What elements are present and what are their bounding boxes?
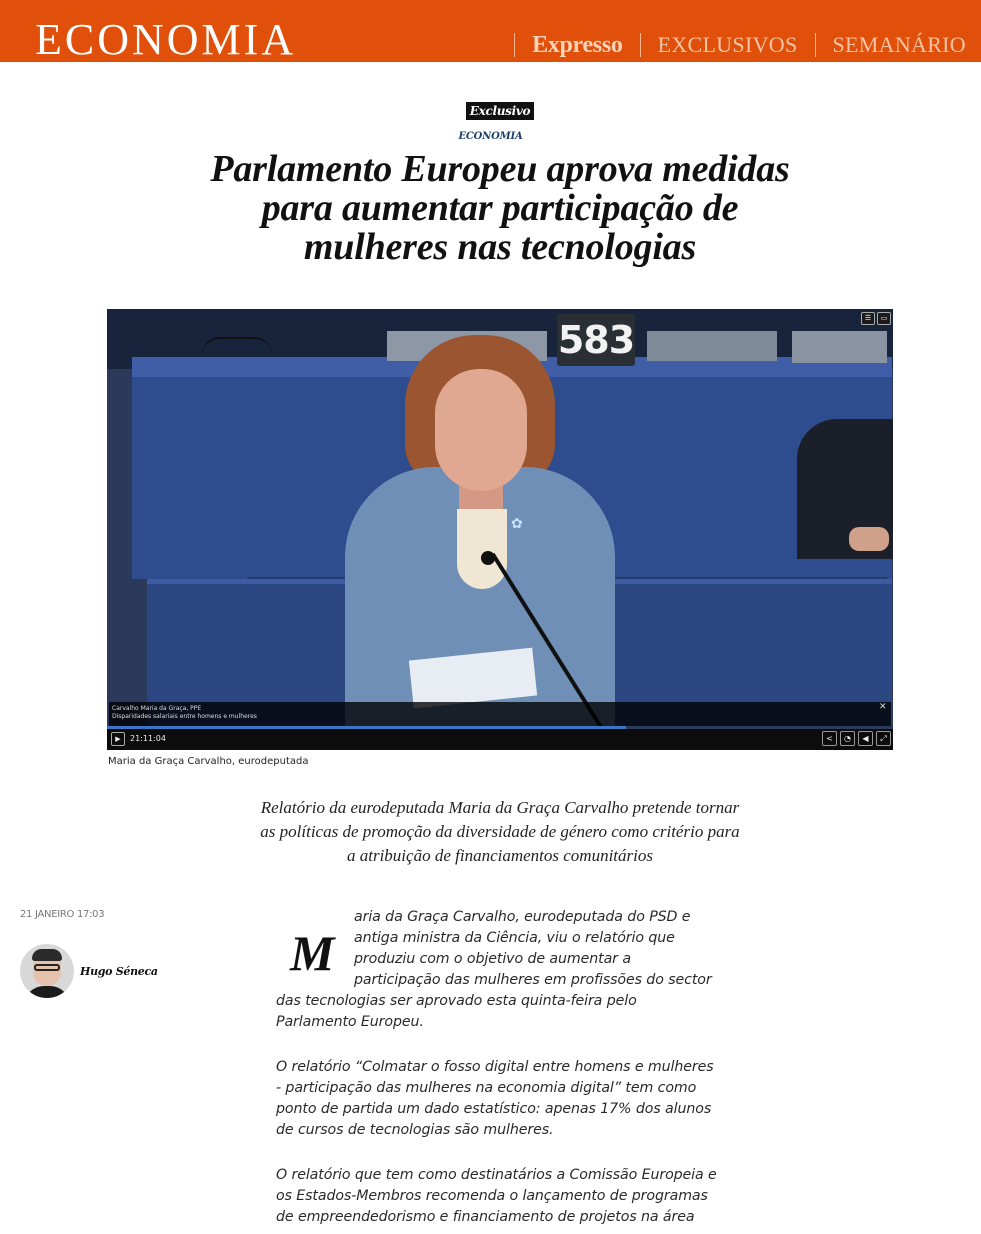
- brand-logo[interactable]: ECONOMIA: [35, 15, 297, 64]
- seat-number-plate: [557, 314, 635, 366]
- chat-icon[interactable]: ▭: [877, 312, 891, 325]
- overlay-topic: Disparidades salariais entre homens e mulheres: [112, 713, 257, 720]
- flower-pin-icon: ✿: [511, 516, 523, 532]
- lead-line: a atribuição de financiamentos comunitários: [347, 846, 653, 865]
- image-caption: Maria da Graça Carvalho, eurodeputada: [108, 756, 309, 767]
- author-name[interactable]: Hugo Séneca: [80, 965, 158, 978]
- body-line: antiga ministra da Ciência, viu o relatório que: [354, 930, 675, 946]
- video-monitor: [792, 331, 887, 363]
- video-hand: [849, 527, 889, 551]
- close-icon[interactable]: ✕: [879, 702, 887, 712]
- nav-link-semanario[interactable]: SEMANÁRIO: [832, 32, 966, 57]
- body-line: O relatório “Colmatar o fosso digital entre homens e mulheres: [276, 1059, 714, 1075]
- player-top-icons: [861, 312, 891, 325]
- body-line: aria da Graça Carvalho, eurodeputada do PSD e: [354, 909, 691, 925]
- nav-link-expresso[interactable]: Expresso: [532, 32, 623, 58]
- nav-separator: [815, 33, 816, 57]
- headline-line: para aumentar participação de: [261, 187, 739, 229]
- body-line: das tecnologias ser aprovado esta quinta-feira pelo: [276, 993, 637, 1009]
- speaker-shirt: [457, 509, 507, 589]
- video-person-right: [797, 419, 893, 559]
- headline-line: Parlamento Europeu aprova medidas: [210, 148, 790, 190]
- player-control-icons: [822, 731, 891, 746]
- volume-icon[interactable]: ◀: [858, 731, 873, 746]
- video-monitor: [647, 331, 777, 361]
- speaker-face: [435, 369, 527, 491]
- publish-date: 21 JANEIRO 17:03: [20, 909, 105, 920]
- fullscreen-icon[interactable]: ⤢: [876, 731, 891, 746]
- video-player[interactable]: [107, 309, 893, 750]
- body-line: ponto de partida um dado estatístico: apenas 17% dos alunos: [276, 1101, 712, 1117]
- body-line: O relatório que tem como destinatários a Comissão Europeia e: [276, 1167, 717, 1183]
- nav-link-exclusivos[interactable]: EXCLUSIVOS: [657, 32, 798, 57]
- top-bar: [0, 0, 981, 62]
- author-avatar[interactable]: [20, 944, 74, 998]
- paragraph-2: [276, 1057, 736, 1141]
- paragraph-3: [276, 1165, 736, 1228]
- subtitles-icon[interactable]: ◔: [840, 731, 855, 746]
- body-line: de cursos de tecnologias são mulheres.: [276, 1122, 554, 1138]
- paragraph-1-start: [354, 907, 734, 991]
- overlay-speaker-name: Carvalho Maria da Graça, PPE: [112, 705, 202, 712]
- play-icon[interactable]: ▶: [111, 732, 125, 746]
- share-icon[interactable]: <: [822, 731, 837, 746]
- drop-cap: M: [290, 925, 335, 981]
- seat-number: 583: [557, 318, 635, 362]
- body-line: - participação das mulheres na economia digital” tem como: [276, 1080, 697, 1096]
- top-nav: [497, 32, 966, 58]
- headline: [200, 150, 800, 267]
- section-tag[interactable]: ECONOMIA: [458, 131, 523, 142]
- avatar-shirt: [24, 986, 70, 998]
- headphones-shape: [202, 337, 272, 355]
- avatar-glasses: [34, 964, 60, 971]
- headline-line: mulheres nas tecnologias: [303, 226, 697, 268]
- body-line: de empreendedorismo e financiamento de projetos na área: [276, 1209, 695, 1225]
- avatar-hair: [32, 949, 62, 961]
- lead-line: Relatório da eurodeputada Maria da Graça Carvalho pretende tornar: [260, 798, 740, 817]
- nav-separator: [640, 33, 641, 57]
- time-readout: 21:11:04: [130, 734, 166, 743]
- playlist-icon[interactable]: ☰: [861, 312, 875, 325]
- paragraph-1-end: [276, 991, 736, 1033]
- nav-separator: [514, 33, 515, 57]
- body-line: os Estados-Membros recomenda o lançamento de programas: [276, 1188, 708, 1204]
- player-controls: [107, 729, 893, 750]
- exclusive-badge: Exclusivo: [466, 102, 534, 120]
- body-line: Parlamento Europeu.: [276, 1014, 424, 1030]
- microphone-icon: [481, 551, 495, 565]
- body-line: participação das mulheres em profissões do sector: [354, 972, 712, 988]
- lead-line: as políticas de promoção da diversidade de género como critério para: [260, 822, 740, 841]
- body-line: produziu com o objetivo de aumentar a: [354, 951, 631, 967]
- article-lead: [240, 796, 760, 868]
